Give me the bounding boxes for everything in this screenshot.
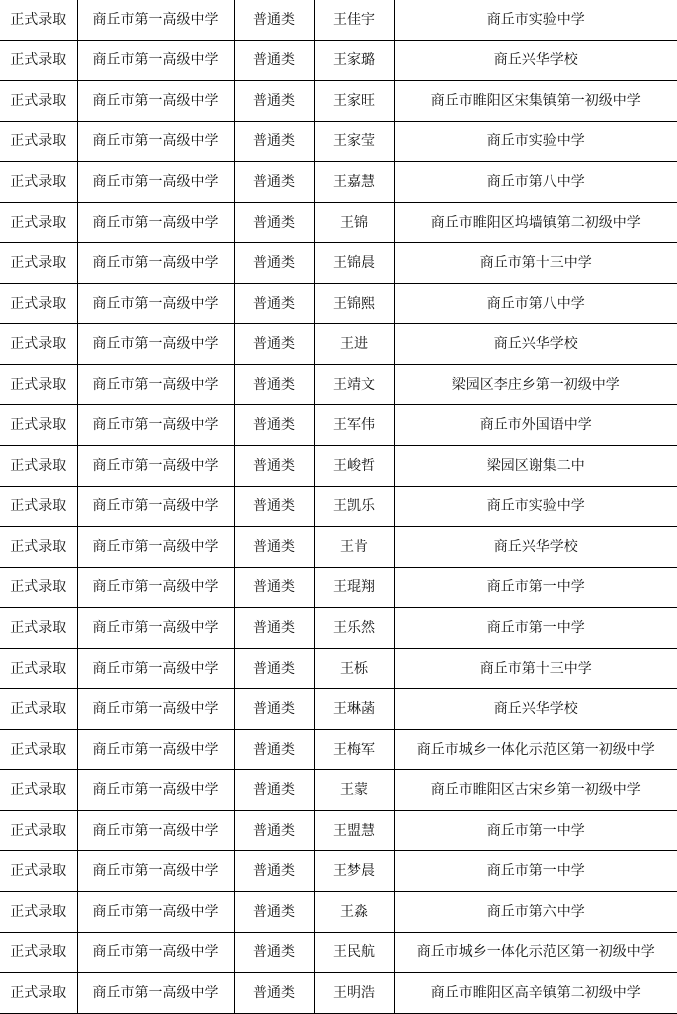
student-name-cell: 王梦晨 xyxy=(314,851,394,892)
category-cell: 普通类 xyxy=(234,0,314,40)
category-cell: 普通类 xyxy=(234,973,314,1014)
table-row xyxy=(0,40,677,81)
admission-status-cell: 正式录取 xyxy=(0,486,77,527)
admission-status-cell: 正式录取 xyxy=(0,81,77,122)
admission-status-cell: 正式录取 xyxy=(0,810,77,851)
admitted-school-cell: 商丘市第一高级中学 xyxy=(77,81,234,122)
graduation-school-cell: 商丘市实验中学 xyxy=(394,121,677,162)
graduation-school-cell: 商丘市第十三中学 xyxy=(394,648,677,689)
graduation-school-cell: 商丘市实验中学 xyxy=(394,486,677,527)
graduation-school-cell: 商丘兴华学校 xyxy=(394,689,677,730)
category-cell: 普通类 xyxy=(234,851,314,892)
admitted-school-cell: 商丘市第一高级中学 xyxy=(77,405,234,446)
student-name-cell: 王凯乐 xyxy=(314,486,394,527)
student-name-cell: 王嘉慧 xyxy=(314,162,394,203)
admission-status-cell: 正式录取 xyxy=(0,364,77,405)
table-row xyxy=(0,527,677,568)
graduation-school-cell: 商丘市第一中学 xyxy=(394,851,677,892)
admitted-school-cell: 商丘市第一高级中学 xyxy=(77,973,234,1014)
admission-status-cell: 正式录取 xyxy=(0,932,77,973)
graduation-school-cell: 商丘市城乡一体化示范区第一初级中学 xyxy=(394,729,677,770)
admission-status-cell: 正式录取 xyxy=(0,527,77,568)
student-name-cell: 王家璐 xyxy=(314,40,394,81)
student-name-cell: 王淼 xyxy=(314,892,394,933)
admitted-school-cell: 商丘市第一高级中学 xyxy=(77,40,234,81)
table-row xyxy=(0,121,677,162)
admission-status-cell: 正式录取 xyxy=(0,162,77,203)
graduation-school-cell: 商丘市第一中学 xyxy=(394,810,677,851)
admitted-school-cell: 商丘市第一高级中学 xyxy=(77,162,234,203)
category-cell: 普通类 xyxy=(234,283,314,324)
category-cell: 普通类 xyxy=(234,202,314,243)
student-name-cell: 王盟慧 xyxy=(314,810,394,851)
admitted-school-cell: 商丘市第一高级中学 xyxy=(77,486,234,527)
admitted-school-cell: 商丘市第一高级中学 xyxy=(77,810,234,851)
admitted-school-cell: 商丘市第一高级中学 xyxy=(77,689,234,730)
category-cell: 普通类 xyxy=(234,243,314,284)
admission-status-cell: 正式录取 xyxy=(0,243,77,284)
table-row xyxy=(0,608,677,649)
table-row xyxy=(0,283,677,324)
admission-status-cell: 正式录取 xyxy=(0,405,77,446)
admission-status-cell: 正式录取 xyxy=(0,648,77,689)
category-cell: 普通类 xyxy=(234,405,314,446)
admitted-school-cell: 商丘市第一高级中学 xyxy=(77,851,234,892)
student-name-cell: 王家旺 xyxy=(314,81,394,122)
table-row xyxy=(0,892,677,933)
category-cell: 普通类 xyxy=(234,608,314,649)
table-row xyxy=(0,446,677,487)
category-cell: 普通类 xyxy=(234,446,314,487)
table-row xyxy=(0,405,677,446)
category-cell: 普通类 xyxy=(234,40,314,81)
admitted-school-cell: 商丘市第一高级中学 xyxy=(77,0,234,40)
category-cell: 普通类 xyxy=(234,81,314,122)
category-cell: 普通类 xyxy=(234,364,314,405)
admission-status-cell: 正式录取 xyxy=(0,689,77,730)
table-row xyxy=(0,0,677,40)
table-row xyxy=(0,973,677,1014)
admission-status-cell: 正式录取 xyxy=(0,729,77,770)
table-row xyxy=(0,932,677,973)
category-cell: 普通类 xyxy=(234,162,314,203)
admission-status-cell: 正式录取 xyxy=(0,973,77,1014)
student-name-cell: 王琨翔 xyxy=(314,567,394,608)
student-name-cell: 王峻哲 xyxy=(314,446,394,487)
category-cell: 普通类 xyxy=(234,486,314,527)
table-row xyxy=(0,162,677,203)
student-name-cell: 王靖文 xyxy=(314,364,394,405)
student-name-cell: 王军伟 xyxy=(314,405,394,446)
table-row xyxy=(0,324,677,365)
student-name-cell: 王琳菡 xyxy=(314,689,394,730)
student-name-cell: 王佳宇 xyxy=(314,0,394,40)
admitted-school-cell: 商丘市第一高级中学 xyxy=(77,243,234,284)
admission-status-cell: 正式录取 xyxy=(0,770,77,811)
table-row xyxy=(0,486,677,527)
admitted-school-cell: 商丘市第一高级中学 xyxy=(77,324,234,365)
graduation-school-cell: 商丘兴华学校 xyxy=(394,527,677,568)
student-name-cell: 王栎 xyxy=(314,648,394,689)
admitted-school-cell: 商丘市第一高级中学 xyxy=(77,608,234,649)
admitted-school-cell: 商丘市第一高级中学 xyxy=(77,729,234,770)
admitted-school-cell: 商丘市第一高级中学 xyxy=(77,283,234,324)
student-name-cell: 王锦 xyxy=(314,202,394,243)
category-cell: 普通类 xyxy=(234,810,314,851)
student-name-cell: 王民航 xyxy=(314,932,394,973)
graduation-school-cell: 商丘市实验中学 xyxy=(394,0,677,40)
category-cell: 普通类 xyxy=(234,648,314,689)
table-row xyxy=(0,770,677,811)
admitted-school-cell: 商丘市第一高级中学 xyxy=(77,770,234,811)
admission-status-cell: 正式录取 xyxy=(0,851,77,892)
table-row xyxy=(0,729,677,770)
student-name-cell: 王锦熙 xyxy=(314,283,394,324)
table-row xyxy=(0,689,677,730)
graduation-school-cell: 梁园区谢集二中 xyxy=(394,446,677,487)
admitted-school-cell: 商丘市第一高级中学 xyxy=(77,567,234,608)
graduation-school-cell: 商丘兴华学校 xyxy=(394,324,677,365)
graduation-school-cell: 商丘市第一中学 xyxy=(394,567,677,608)
category-cell: 普通类 xyxy=(234,324,314,365)
admission-status-cell: 正式录取 xyxy=(0,0,77,40)
admitted-school-cell: 商丘市第一高级中学 xyxy=(77,527,234,568)
admitted-school-cell: 商丘市第一高级中学 xyxy=(77,932,234,973)
category-cell: 普通类 xyxy=(234,729,314,770)
graduation-school-cell: 商丘市第一中学 xyxy=(394,608,677,649)
category-cell: 普通类 xyxy=(234,932,314,973)
category-cell: 普通类 xyxy=(234,567,314,608)
table-row xyxy=(0,202,677,243)
category-cell: 普通类 xyxy=(234,689,314,730)
admission-status-cell: 正式录取 xyxy=(0,121,77,162)
graduation-school-cell: 商丘兴华学校 xyxy=(394,40,677,81)
category-cell: 普通类 xyxy=(234,892,314,933)
admission-status-cell: 正式录取 xyxy=(0,892,77,933)
admission-status-cell: 正式录取 xyxy=(0,608,77,649)
student-name-cell: 王肯 xyxy=(314,527,394,568)
graduation-school-cell: 商丘市睢阳区宋集镇第一初级中学 xyxy=(394,81,677,122)
student-name-cell: 王乐然 xyxy=(314,608,394,649)
admission-status-cell: 正式录取 xyxy=(0,202,77,243)
admitted-school-cell: 商丘市第一高级中学 xyxy=(77,446,234,487)
table-row xyxy=(0,364,677,405)
table-row xyxy=(0,851,677,892)
table-row xyxy=(0,567,677,608)
student-name-cell: 王锦晨 xyxy=(314,243,394,284)
graduation-school-cell: 商丘市睢阳区高辛镇第二初级中学 xyxy=(394,973,677,1014)
student-name-cell: 王梅军 xyxy=(314,729,394,770)
admission-status-cell: 正式录取 xyxy=(0,40,77,81)
graduation-school-cell: 商丘市第六中学 xyxy=(394,892,677,933)
student-name-cell: 王进 xyxy=(314,324,394,365)
admission-status-cell: 正式录取 xyxy=(0,567,77,608)
admitted-school-cell: 商丘市第一高级中学 xyxy=(77,648,234,689)
category-cell: 普通类 xyxy=(234,121,314,162)
admitted-school-cell: 商丘市第一高级中学 xyxy=(77,892,234,933)
graduation-school-cell: 商丘市外国语中学 xyxy=(394,405,677,446)
table-row xyxy=(0,81,677,122)
graduation-school-cell: 商丘市睢阳区坞墙镇第二初级中学 xyxy=(394,202,677,243)
student-name-cell: 王蒙 xyxy=(314,770,394,811)
category-cell: 普通类 xyxy=(234,527,314,568)
admitted-school-cell: 商丘市第一高级中学 xyxy=(77,202,234,243)
admission-status-cell: 正式录取 xyxy=(0,324,77,365)
graduation-school-cell: 商丘市第八中学 xyxy=(394,162,677,203)
table-row xyxy=(0,243,677,284)
graduation-school-cell: 商丘市睢阳区古宋乡第一初级中学 xyxy=(394,770,677,811)
category-cell: 普通类 xyxy=(234,770,314,811)
student-name-cell: 王家莹 xyxy=(314,121,394,162)
graduation-school-cell: 梁园区李庄乡第一初级中学 xyxy=(394,364,677,405)
graduation-school-cell: 商丘市第八中学 xyxy=(394,283,677,324)
admitted-school-cell: 商丘市第一高级中学 xyxy=(77,121,234,162)
admitted-school-cell: 商丘市第一高级中学 xyxy=(77,364,234,405)
student-name-cell: 王明浩 xyxy=(314,973,394,1014)
graduation-school-cell: 商丘市城乡一体化示范区第一初级中学 xyxy=(394,932,677,973)
admission-status-cell: 正式录取 xyxy=(0,446,77,487)
table-row xyxy=(0,648,677,689)
table-row xyxy=(0,810,677,851)
graduation-school-cell: 商丘市第十三中学 xyxy=(394,243,677,284)
admission-status-cell: 正式录取 xyxy=(0,283,77,324)
